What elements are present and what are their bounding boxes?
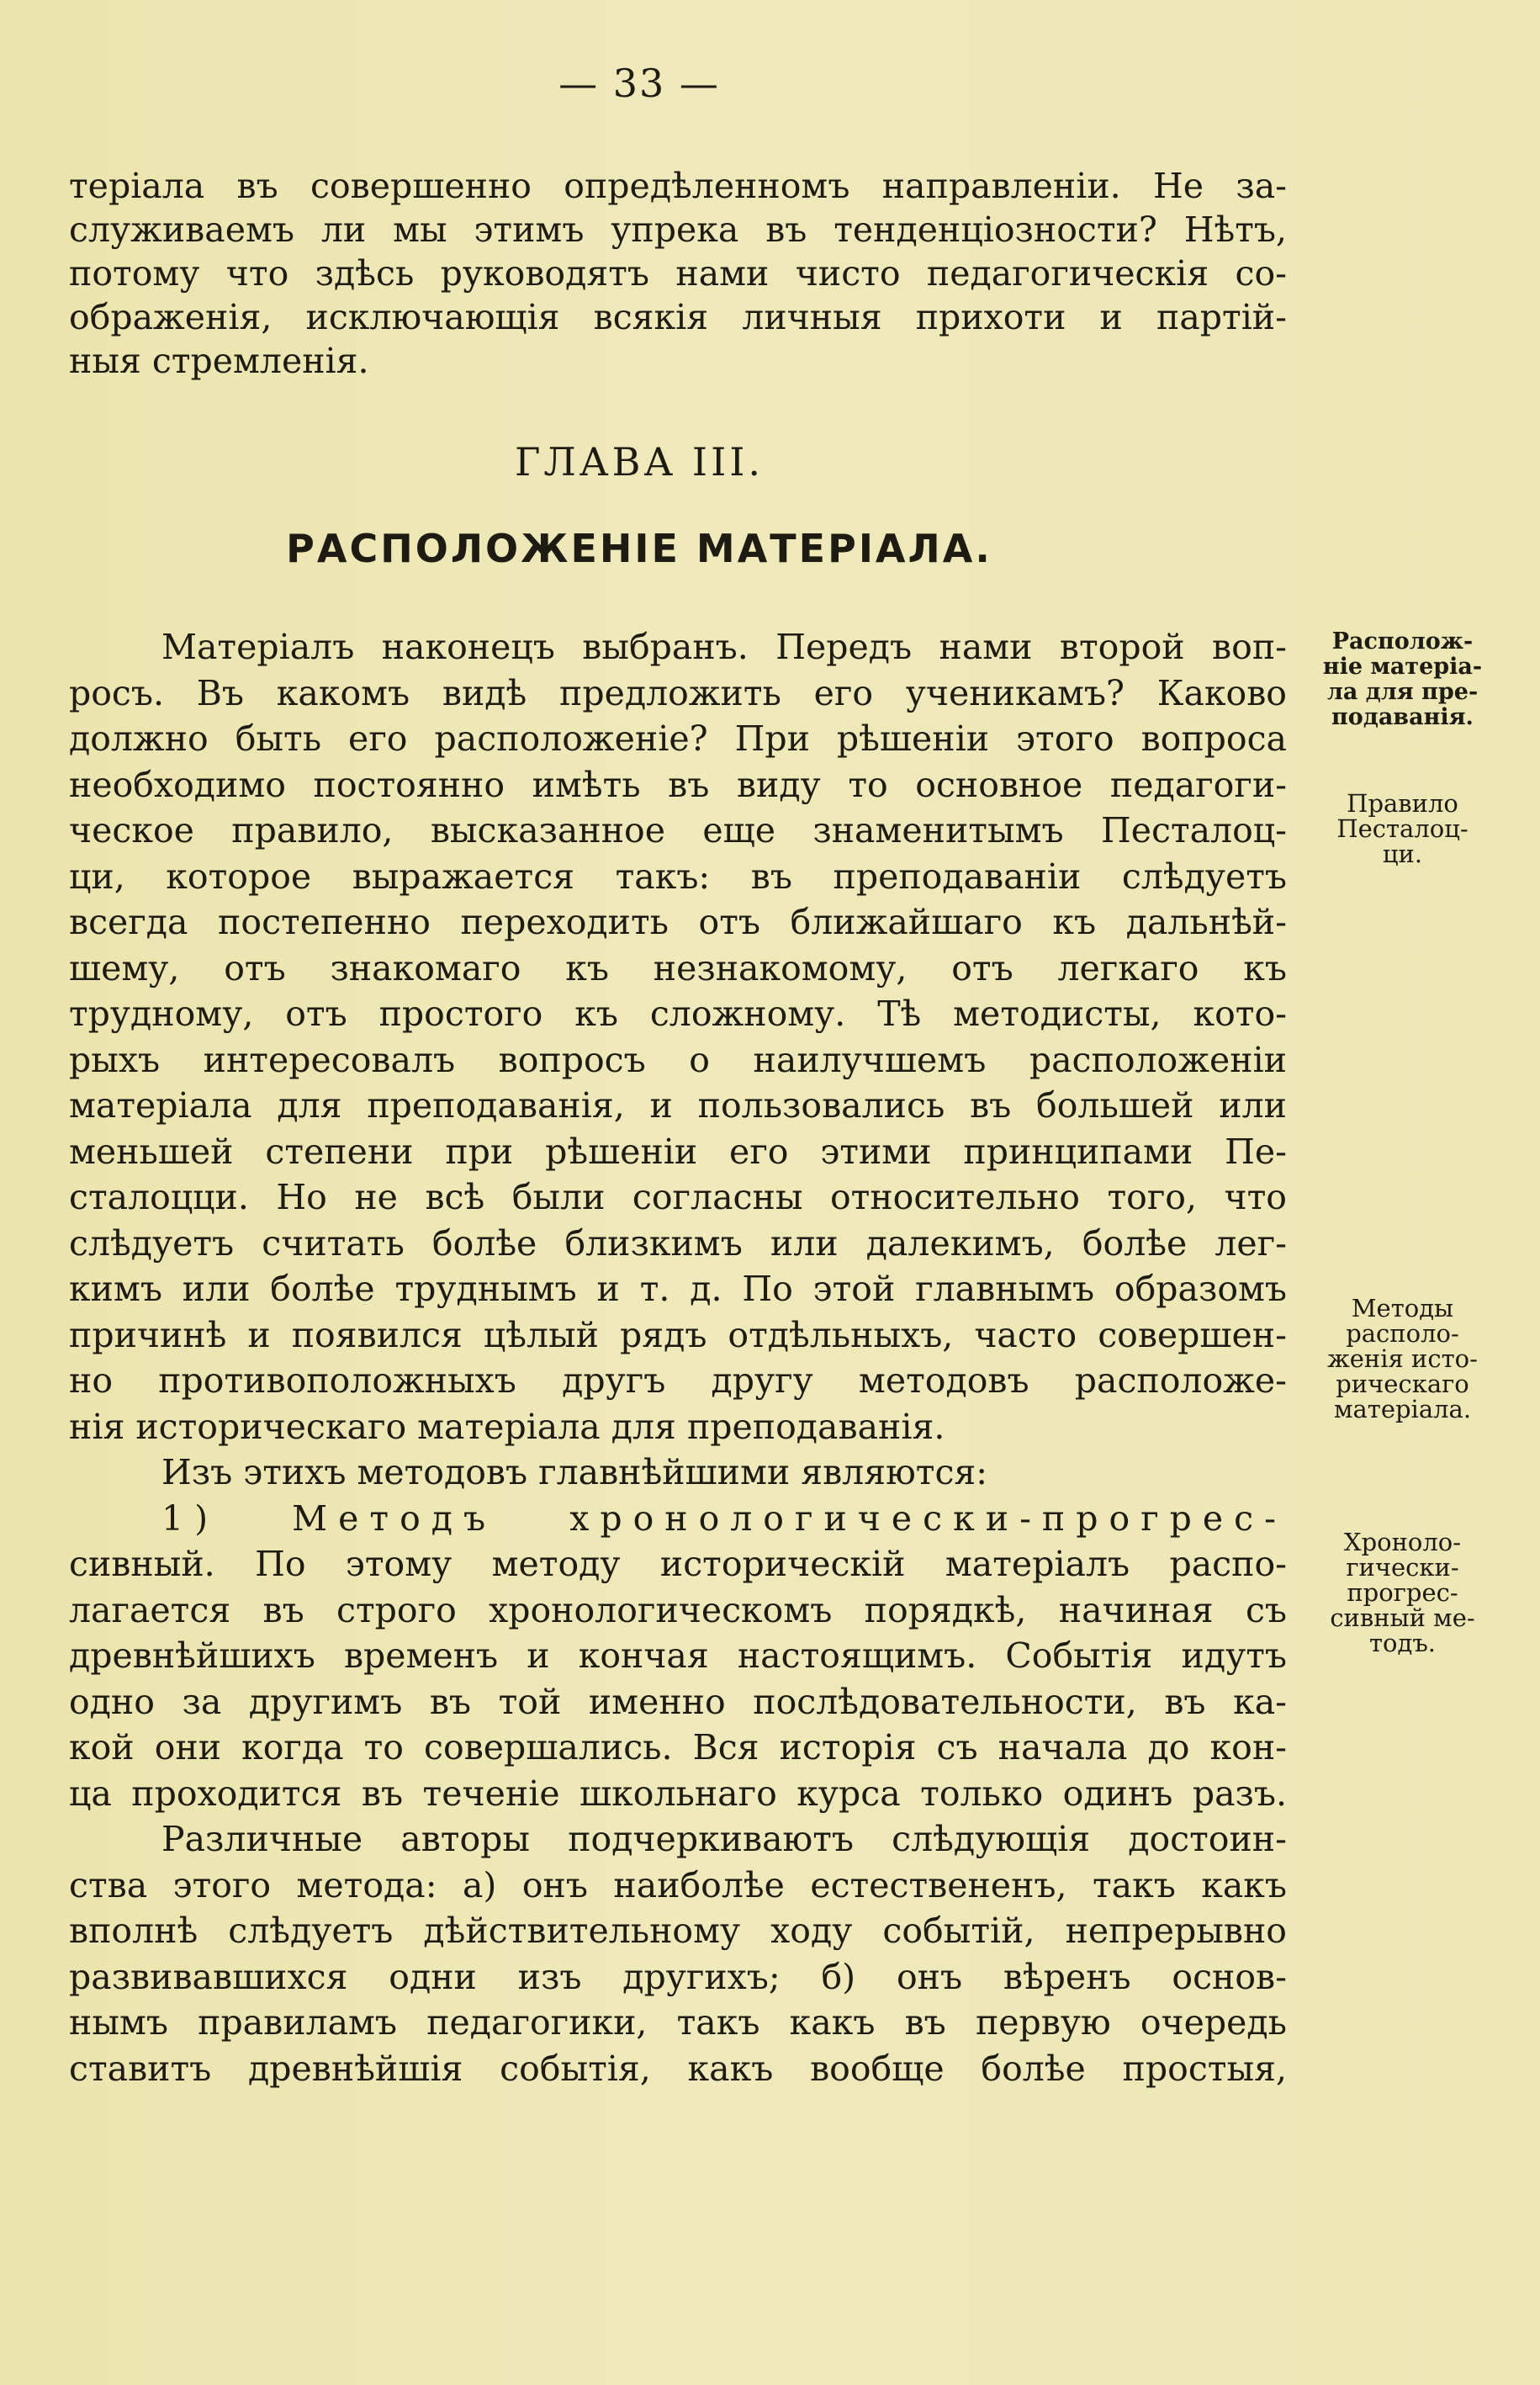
text-line: всегда постепенно переходить отъ ближайшаго къ дальнѣй- xyxy=(69,902,1287,942)
margin-note-arrangement xyxy=(1291,629,1514,730)
text-line: служиваемъ ли мы этимъ упрека въ тенденціозности? Нѣтъ, xyxy=(69,209,1287,250)
text-line: нія историческаго матеріала для преподаванія. xyxy=(69,1406,945,1447)
text-line: Изъ этихъ методовъ главнѣйшими являются: xyxy=(161,1452,988,1492)
text-line: необходимо постоянно имѣть въ виду то основное педагоги- xyxy=(69,764,1287,805)
margin-note-line: Правило xyxy=(1347,789,1458,818)
text-line: но противоположныхъ другъ другу методовъ расположе- xyxy=(69,1360,1287,1401)
text-line: причинѣ и появился цѣлый рядъ отдѣльныхъ, часто совершен- xyxy=(69,1314,1287,1355)
text-line: ца проходится въ теченіе школьнаго курса только одинъ разъ. xyxy=(69,1773,1287,1814)
text-line: Матеріалъ наконецъ выбранъ. Передъ нами второй воп- xyxy=(161,627,1287,667)
text-line: ныя стремленія. xyxy=(69,341,369,381)
margin-note-line: ци. xyxy=(1382,840,1423,868)
text-line: сталоцци. Но не всѣ были согласны относительно того, что xyxy=(69,1177,1287,1217)
text-line: нымъ правиламъ педагогики, такъ какъ въ первую очередь xyxy=(69,2002,1287,2043)
margin-note-arrangement-methods xyxy=(1291,1296,1514,1422)
text-line: шему, отъ знакомаго къ незнакомому, отъ легкаго къ xyxy=(69,947,1287,988)
margin-note-line: сивный ме- xyxy=(1330,1603,1475,1632)
text-line: ци, которое выражается такъ: въ преподаваніи слѣдуетъ xyxy=(69,856,1287,897)
margin-note-line: прогрес- xyxy=(1347,1578,1458,1607)
margin-note-line: тодъ. xyxy=(1368,1629,1437,1657)
text-line: теріала въ совершенно опредѣленномъ направленіи. Не за- xyxy=(69,166,1287,206)
text-line: кой они когда то совершались. Вся исторія съ начала до кон- xyxy=(69,1727,1287,1768)
margin-note-line: гически- xyxy=(1346,1553,1459,1582)
text-line: рыхъ интересовалъ вопросъ о наилучшемъ расположеніи xyxy=(69,1039,1287,1080)
text-line: древнѣйшихъ временъ и кончая настоящимъ. Событія идутъ xyxy=(69,1635,1287,1676)
body-text xyxy=(69,624,1287,2091)
text-line: Различные авторы подчеркиваютъ слѣдующія достоин- xyxy=(161,1819,1287,1859)
margin-note-line: ла для пре- xyxy=(1326,679,1479,705)
text-line: трудному, отъ простого къ сложному. Тѣ методисты, кото- xyxy=(69,994,1287,1034)
text-line: росъ. Въ какомъ видѣ предложить его ученикамъ? Каково xyxy=(69,672,1287,713)
text-line: меньшей степени при рѣшеніи его этими принципами Пе- xyxy=(69,1131,1287,1172)
margin-note-line: рическаго xyxy=(1336,1370,1469,1398)
margin-note-pestalozzi-rule xyxy=(1291,791,1514,867)
margin-note-line: располо- xyxy=(1346,1319,1459,1348)
text-line: одно за другимъ въ той именно послѣдовательности, въ ка- xyxy=(69,1681,1287,1722)
text-line: ставитъ древнѣйшія событія, какъ вообще болѣе простыя, xyxy=(69,2048,1287,2089)
margin-note-line: матеріала. xyxy=(1333,1395,1472,1423)
text-line: ческое правило, высказанное еще знаменитымъ Песталоц- xyxy=(69,810,1287,851)
text-line: должно быть его расположеніе? При рѣшеніи этого вопроса xyxy=(69,718,1287,759)
text-line: потому что здѣсь руководятъ нами чисто педагогическія со- xyxy=(69,253,1287,294)
text-line: слѣдуетъ считать болѣе близкимъ или далекимъ, болѣе лег- xyxy=(69,1222,1287,1264)
text-line: кимъ или болѣе труднымъ и т. д. По этой главнымъ образомъ xyxy=(69,1269,1287,1309)
margin-note-line: Методы xyxy=(1351,1294,1454,1322)
chapter-number: ГЛАВА III. xyxy=(514,439,765,485)
text-line: развивавшихся одни изъ другихъ; б) онъ вѣренъ основ- xyxy=(69,1956,1287,1997)
margin-note-line: женія исто- xyxy=(1327,1344,1478,1373)
text-line: ображенія, исключающія всякія личныя прихоти и партій- xyxy=(69,297,1287,337)
text-line: лагается въ строго хронологическомъ порядкѣ, начиная съ xyxy=(69,1589,1287,1630)
margin-note-line: Хроноло- xyxy=(1343,1528,1462,1556)
continued-paragraph xyxy=(69,164,1287,383)
margin-note-line: ніе матеріа- xyxy=(1322,654,1483,680)
text-line: вполнѣ слѣдуетъ дѣйствительному ходу событій, непрерывно xyxy=(69,1911,1287,1951)
page-number: — 33 — xyxy=(558,61,720,106)
text-line: сивный. По этому методу историческій матеріалъ распо- xyxy=(69,1544,1287,1584)
margin-note-line: подаванія. xyxy=(1331,704,1474,730)
margin-note-line: Песталоц- xyxy=(1336,814,1469,843)
margin-note-line: Располож- xyxy=(1331,628,1474,655)
method-heading-line: 1) Методъ хронологически-прогрес- xyxy=(161,1497,1287,1539)
margin-note-chronological-method xyxy=(1291,1529,1514,1656)
text-line: матеріала для преподаванія, и пользовались въ большей или xyxy=(69,1085,1287,1126)
text-line: ства этого метода: а) онъ наиболѣе естествененъ, такъ какъ xyxy=(69,1864,1287,1905)
chapter-title: РАСПОЛОЖЕНІЕ МАТЕРІАЛА. xyxy=(286,526,992,571)
